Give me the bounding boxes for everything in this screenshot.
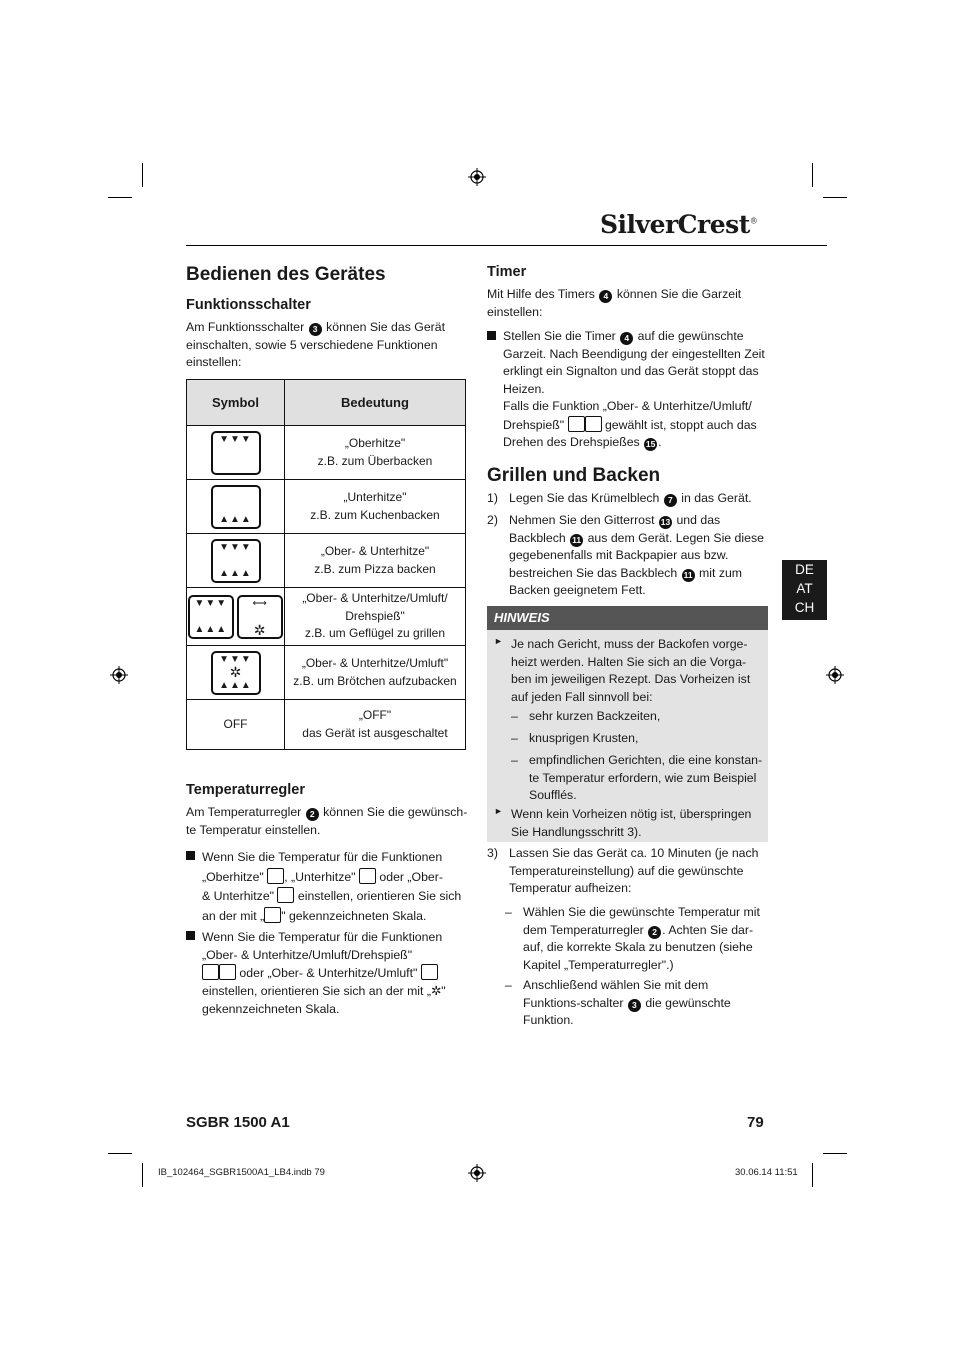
table-row: ▼▼▼ ▲▲▲ ⟷ ✲ „Ober- & Unterhitze/Umluft/ Drehspieß" z.B. um Geflügel zu grillen	[187, 588, 466, 646]
top-heat-icon: ▼▼▼	[211, 431, 261, 475]
model-number: SGBR 1500 A1	[186, 1114, 290, 1131]
table-row: OFF „OFF" das Gerät ist ausgeschaltet	[187, 700, 466, 750]
crop-mark	[142, 163, 143, 187]
timer-heading: Timer	[487, 264, 527, 280]
registration-mark-icon	[468, 168, 486, 186]
temp-heading: Temperaturregler	[186, 782, 305, 798]
fan-rotisserie-icon: ⟷ ✲	[237, 595, 283, 639]
crop-mark	[812, 163, 813, 187]
grill-title: Grillen und Backen	[487, 465, 661, 486]
fan-icon: ✲	[430, 984, 442, 998]
timer-intro: Mit Hilfe des Timers 4 können Sie die Garzeit einstellen:	[487, 287, 742, 319]
registration-mark-icon	[468, 1164, 486, 1182]
page-number: 79	[747, 1114, 764, 1131]
crop-mark	[823, 197, 847, 198]
table-row: ▼▼▼ ▲▲▲ „Ober- & Unterhitze" z.B. zum Pizza backen	[187, 534, 466, 588]
func-intro: Am Funktionsschalter 3 können Sie das Gerät einschalten, sowie 5 verschiedene Funktionen einstellen:	[186, 320, 446, 369]
registration-mark-icon	[826, 666, 844, 684]
arrow-icon: ►	[494, 636, 503, 646]
crop-mark	[812, 1163, 813, 1187]
temp-intro: Am Temperaturregler 2 können Sie die gewünsch-te Temperatur einstellen.	[186, 805, 468, 837]
table-row: ▲▲▲ „Unterhitze" z.B. zum Kuchenbacken	[187, 480, 466, 534]
note-box: HINWEIS ► Je nach Gericht, muss der Backofen vorge-heizt werden. Halten Sie sich an die Vorga-ben im jeweiligen Rezept. Das Vorheizen ist auf jeden Fall sinnvoll bei: – sehr kurzen Backzeiten, – knusprigen Krusten, – empfindlichen Gerichten, die eine konstan-te Temperatur erfordern, wie zum Beispiel Soufflés. ► Wenn kein Vorheizen nötig ist, überspringen Sie Handlungsschritt 3).	[487, 606, 768, 842]
table-header-row	[187, 380, 466, 426]
crop-mark	[823, 1153, 847, 1154]
crop-mark	[142, 1163, 143, 1187]
table-header-symbol: Symbol	[187, 380, 285, 426]
section-title: Bedienen des Gerätes	[186, 264, 386, 285]
crop-mark	[108, 197, 132, 198]
convection-icon: ▼▼▼ ✲ ▲▲▲	[211, 651, 261, 695]
bottom-heat-icon: ▲▲▲	[211, 485, 261, 529]
crop-mark	[108, 1153, 132, 1154]
slug-file: IB_102464_SGBR1500A1_LB4.indb 79	[158, 1167, 325, 1178]
registration-mark-icon	[110, 666, 128, 684]
slug-date: 30.06.14 11:51	[735, 1167, 798, 1178]
function-table	[186, 379, 466, 750]
top-bottom-heat-icon: ▼▼▼ ▲▲▲	[188, 595, 234, 639]
func-heading: Funktionsschalter	[186, 297, 311, 313]
language-tab: DE AT CH	[782, 560, 827, 620]
table-row: ▼▼▼ ✲ ▲▲▲ „Ober- & Unterhitze/Umluft" z.B. um Brötchen aufzubacken	[187, 646, 466, 700]
note-title: HINWEIS	[487, 606, 768, 630]
brand-logo: SilverCrest®	[600, 210, 758, 239]
header-rule	[186, 245, 827, 246]
arrow-icon: ►	[494, 806, 503, 816]
table-header-meaning: Bedeutung	[285, 380, 466, 426]
top-bottom-heat-icon: ▼▼▼ ▲▲▲	[211, 539, 261, 583]
table-row: ▼▼▼ „Oberhitze" z.B. zum Überbacken	[187, 426, 466, 480]
